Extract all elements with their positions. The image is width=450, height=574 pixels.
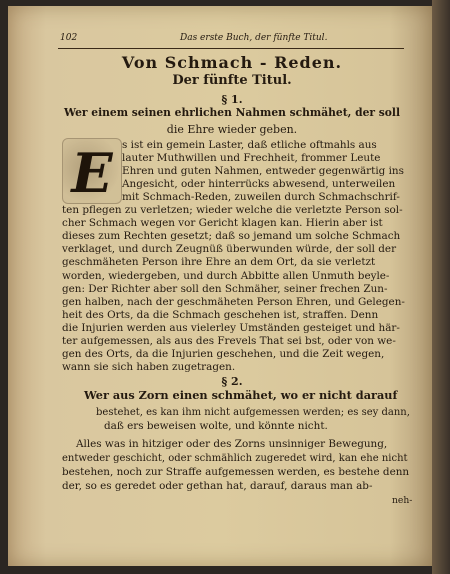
section-1-line: mit Schmach-Reden, zuweilen durch Schmachschrif- — [122, 191, 400, 204]
section-1-line: Ehren und guten Nahmen, entweder gegenwärtig ins — [122, 165, 404, 178]
section-1-line: cher Schmach wegen vor Gericht klagen kan. Hierin aber ist — [62, 217, 383, 230]
section-2-heading-line-2: daß ers beweisen wolte, und könnte nicht. — [104, 420, 328, 432]
section-1-line: die Injurien werden aus vielerley Umständen gesteiget und här- — [62, 321, 400, 334]
section-marker-1: § 1. — [221, 93, 243, 106]
initial-letter: E — [71, 141, 113, 205]
section-1-line: Angesicht, oder hinterrücks abwesend, unterweilen — [122, 178, 396, 191]
section-1-line: s ist ein gemein Laster, daß etliche oftmahls aus — [122, 139, 377, 151]
decorated-initial — [62, 138, 122, 204]
running-title: Das erste Buch, der fünfte Titul. — [180, 33, 328, 43]
chapter-title: Von Schmach - Reden. — [121, 53, 343, 72]
section-1-line: gen halben, nach der geschmäheten Person Ehren, und Gelegen- — [62, 295, 405, 308]
section-1-line: dieses zum Rechten gesetzt; daß so jemand um solche Schmach — [62, 230, 401, 243]
section-2-line: der, so es geredet oder gethan hat, darauf, daraus man ab- — [62, 480, 373, 492]
section-1-line: gen: Der Richter aber soll den Schmäher, seiner frechen Zun- — [62, 282, 388, 295]
section-1-line: geschmäheten Person ihre Ehre an dem Ort, da sie verletzt — [62, 256, 376, 269]
section-1-line: ter aufgemessen, als aus des Frevels That sei bst, oder von we- — [62, 334, 396, 347]
section-2-line: entweder geschicht, oder schmählich zugeredet wird, kan ehe nicht — [62, 453, 408, 464]
section-2-line: neh- — [392, 495, 413, 506]
header-rule — [58, 48, 404, 49]
page-number: 102 — [60, 33, 78, 43]
chapter-subtitle: Der fünfte Titul. — [172, 73, 292, 88]
section-1-heading-cont: die Ehre wieder geben. — [166, 123, 298, 136]
section-1-heading: Wer einem seinen ehrlichen Nahmen schmähet, der soll — [64, 106, 400, 119]
section-marker-2: § 2. — [221, 375, 243, 388]
section-1-line: verklaget, und durch Zeugnüß überwunden würde, der soll der — [62, 243, 397, 256]
section-2-heading-line-1: bestehet, es kan ihm nicht aufgemessen werden; es sey dann, — [96, 407, 410, 418]
section-1-line: wann sie sich haben zugetragen. — [62, 360, 236, 373]
section-1-line: heit des Orts, da die Schmach geschehen ist, straffen. Denn — [62, 308, 379, 321]
section-1-line: lauter Muthwillen und Frechheit, frommer Leute — [122, 152, 381, 165]
section-2-heading: Wer aus Zorn einen schmähet, wo er nicht darauf — [84, 388, 398, 402]
running-header — [60, 33, 404, 47]
section-2-line: Alles was in hitziger oder des Zorns unsinniger Bewegung, — [76, 438, 388, 450]
section-1-line: gen des Orts, da die Injurien geschehen, und die Zeit wegen, — [62, 347, 385, 360]
section-2-line: bestehen, noch zur Straffe aufgemessen werden, es bestehe denn — [62, 466, 410, 478]
section-1-line: worden, wiedergeben, und durch Abbitte allen Unmuth beyle- — [62, 269, 390, 282]
section-1-line: ten pflegen zu verletzen; wieder welche die verletzte Person sol- — [62, 204, 403, 217]
